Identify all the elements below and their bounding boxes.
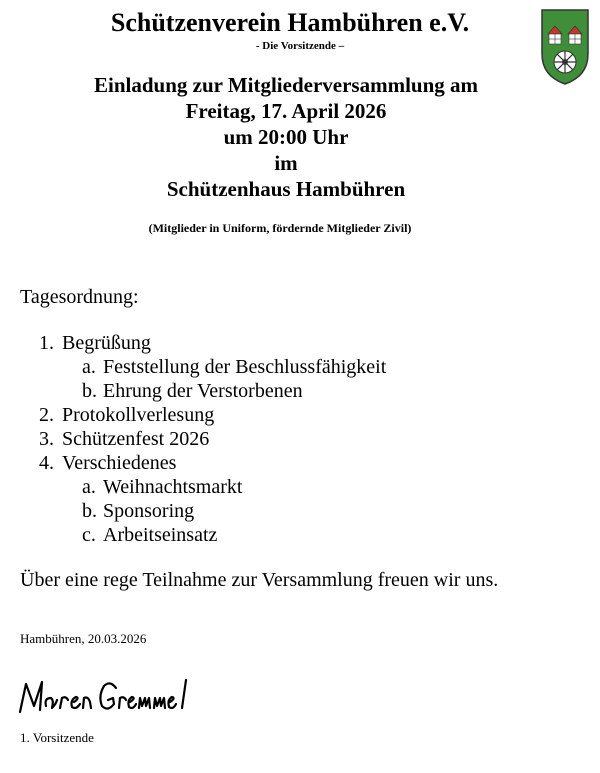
agenda-subitem-letter: c.: [82, 524, 96, 546]
agenda-item-number: 3.: [39, 428, 54, 450]
agenda-item-number: 4.: [39, 452, 54, 474]
agenda-subitem: [0, 475, 600, 499]
agenda-subitem: [0, 499, 600, 523]
signer-role: 1. Vorsitzende: [20, 730, 94, 745]
agenda-item: [0, 331, 600, 355]
agenda-subitem-letter: b.: [82, 380, 97, 402]
agenda-subitem: [0, 379, 600, 403]
agenda-title: Tagesordnung:: [20, 286, 139, 308]
agenda-subitem-letter: a.: [82, 476, 96, 498]
agenda-item-label: Begrüßung: [62, 332, 151, 354]
invitation-line-im: im: [274, 151, 298, 175]
agenda-subitem-letter: b.: [82, 500, 97, 522]
agenda-subitem-label: Weihnachtsmarkt: [103, 476, 243, 498]
organization-name: Schützenverein Hambühren e.V.: [110, 8, 470, 37]
closing-sentence: Über eine rege Teilnahme zur Versammlung freuen wir uns.: [20, 569, 499, 591]
agenda-subitem: [0, 355, 600, 379]
agenda-item-label: Schützenfest 2026: [62, 428, 210, 450]
agenda-item: [0, 451, 600, 475]
agenda-list: [0, 331, 600, 547]
agenda-item-label: Verschiedenes: [62, 452, 177, 474]
invitation-line-1: Einladung zur Mitgliederversammlung am: [93, 73, 479, 97]
agenda-item-number: 1.: [39, 332, 54, 354]
organization-subtitle: - Die Vorsitzende –: [255, 40, 345, 52]
agenda-item: [0, 427, 600, 451]
agenda-subitem-label: Ehrung der Verstorbenen: [103, 380, 303, 402]
agenda-item-label: Protokollverlesung: [62, 404, 215, 426]
agenda-subitem-label: Feststellung der Beschlussfähigkeit: [103, 356, 387, 378]
invitation-location: Schützenhaus Hambühren: [166, 177, 406, 201]
agenda-item-number: 2.: [39, 404, 54, 426]
invitation-date: Freitag, 17. April 2026: [185, 99, 387, 123]
place-and-date: Hambühren, 20.03.2026: [20, 631, 147, 646]
agenda-subitem-label: Arbeitseinsatz: [103, 524, 218, 546]
agenda-subitem-label: Sponsoring: [103, 500, 195, 522]
agenda-item: [0, 403, 600, 427]
handwritten-signature: [16, 676, 206, 722]
invitation-time: um 20:00 Uhr: [223, 125, 349, 149]
dress-code-note: (Mitglieder in Uniform, fördernde Mitglieder Zivil): [148, 221, 412, 235]
invitation-block: [0, 72, 572, 202]
agenda-subitem-letter: a.: [82, 356, 96, 378]
agenda-subitem: [0, 523, 600, 547]
